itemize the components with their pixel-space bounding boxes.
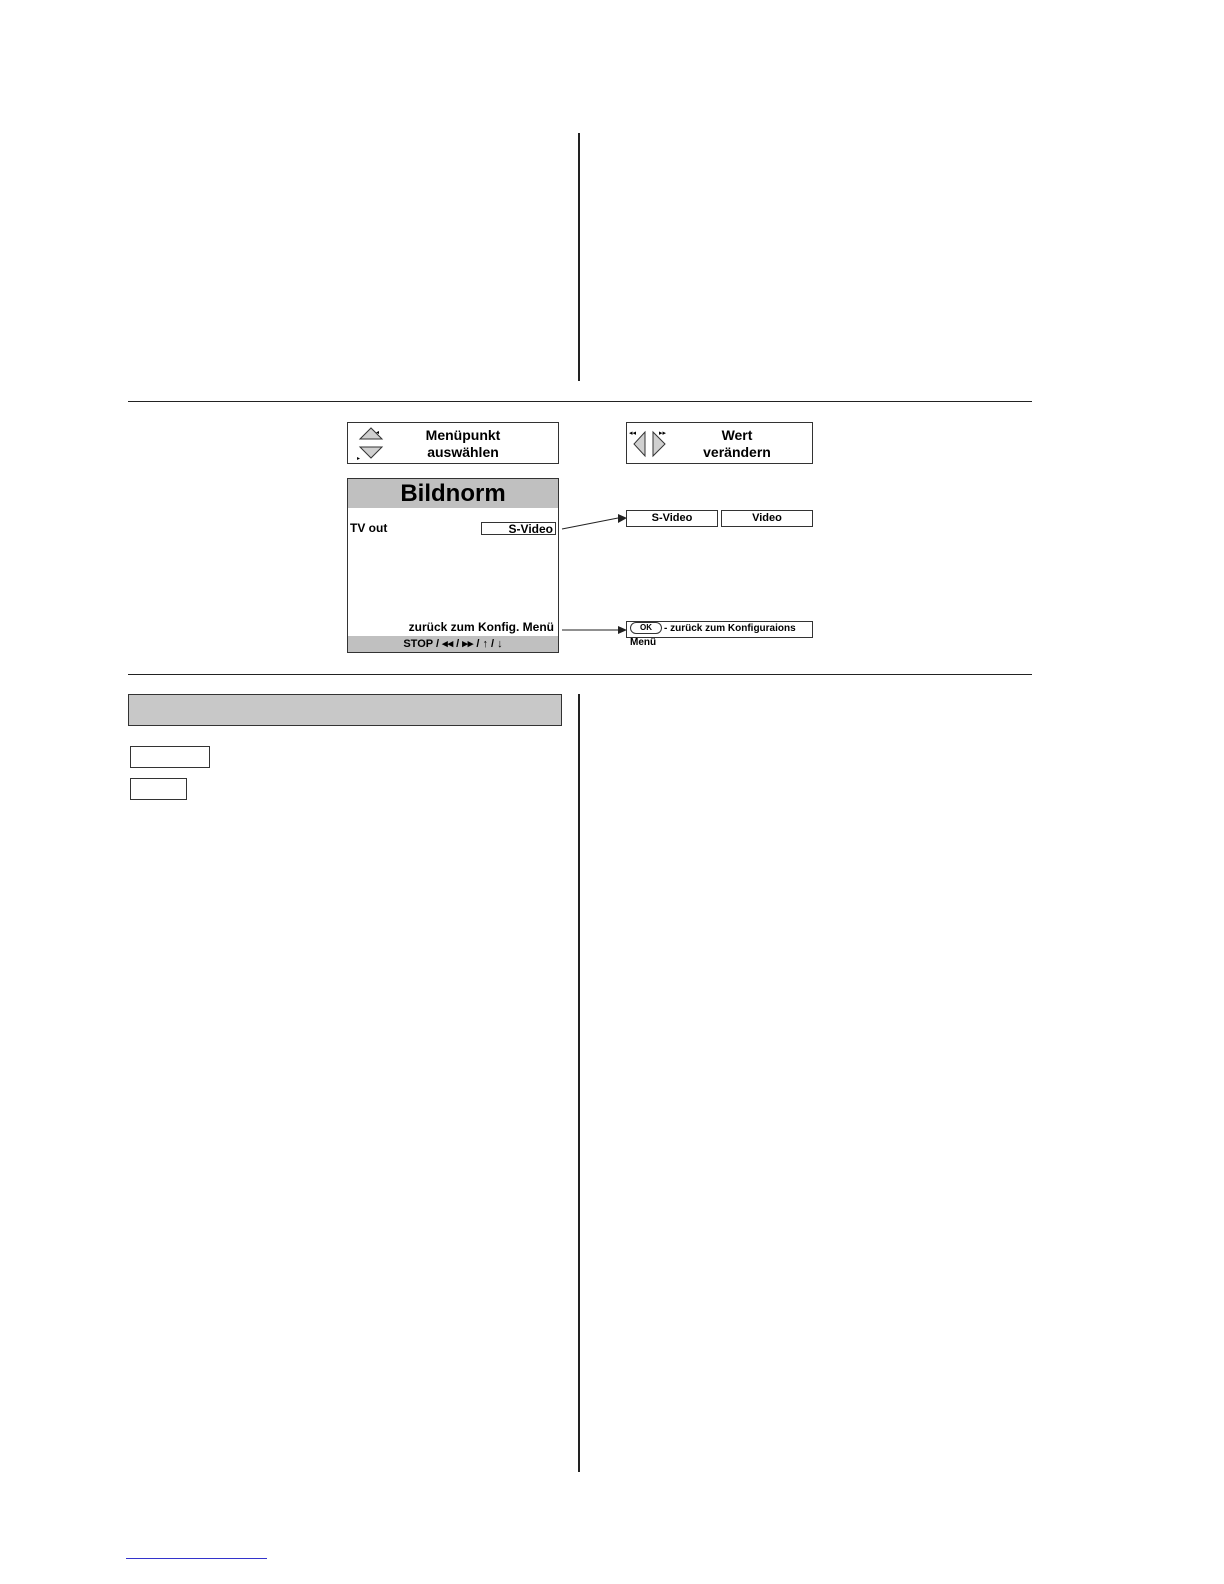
svg-text:▸: ▸ — [357, 455, 361, 461]
label-box-2 — [130, 778, 187, 800]
osd-title: Bildnorm — [348, 479, 558, 508]
section-rule-top — [128, 401, 1032, 402]
svg-text:◂◂: ◂◂ — [629, 429, 637, 437]
ok-key[interactable]: OK — [630, 622, 662, 634]
ok-legend-text: - zurück zum Konfiguraions Menü — [630, 623, 796, 648]
label-box-1 — [130, 746, 210, 768]
osd-footer: STOP / ◂◂ / ▸▸ / ↑ / ↓ — [348, 636, 558, 652]
option-video[interactable]: Video — [721, 510, 813, 527]
osd-row-label: TV out — [350, 521, 388, 535]
nav-select-line2: auswählen — [427, 444, 499, 460]
nav-select-line1: Menüpunkt — [425, 427, 501, 443]
footer-link-underline[interactable] — [126, 1558, 267, 1559]
section-rule-bottom — [128, 674, 1032, 675]
column-divider-top — [578, 133, 580, 381]
left-right-triangle-icon — [629, 428, 673, 458]
osd-row-value[interactable]: S-Video — [481, 522, 556, 535]
section-header-bar — [128, 694, 562, 726]
nav-change-line2: verändern — [703, 444, 771, 460]
connector-arrows — [560, 505, 630, 640]
nav-change-line1: Wert — [721, 427, 753, 443]
nav-select-box — [347, 422, 559, 464]
osd-menu-screen — [347, 478, 559, 653]
option-s-video[interactable]: S-Video — [626, 510, 718, 527]
up-down-triangle-icon — [356, 425, 386, 461]
svg-text:◂: ◂ — [376, 429, 380, 436]
osd-back-text[interactable]: zurück zum Konfig. Menü — [408, 620, 554, 634]
nav-select-label — [398, 427, 528, 461]
nav-change-label — [687, 427, 787, 461]
ok-legend-box — [626, 621, 813, 648]
column-divider-bottom — [578, 694, 580, 1472]
down-triangle-icon — [360, 447, 382, 458]
svg-text:▸▸: ▸▸ — [659, 429, 667, 437]
nav-change-box — [626, 422, 813, 464]
